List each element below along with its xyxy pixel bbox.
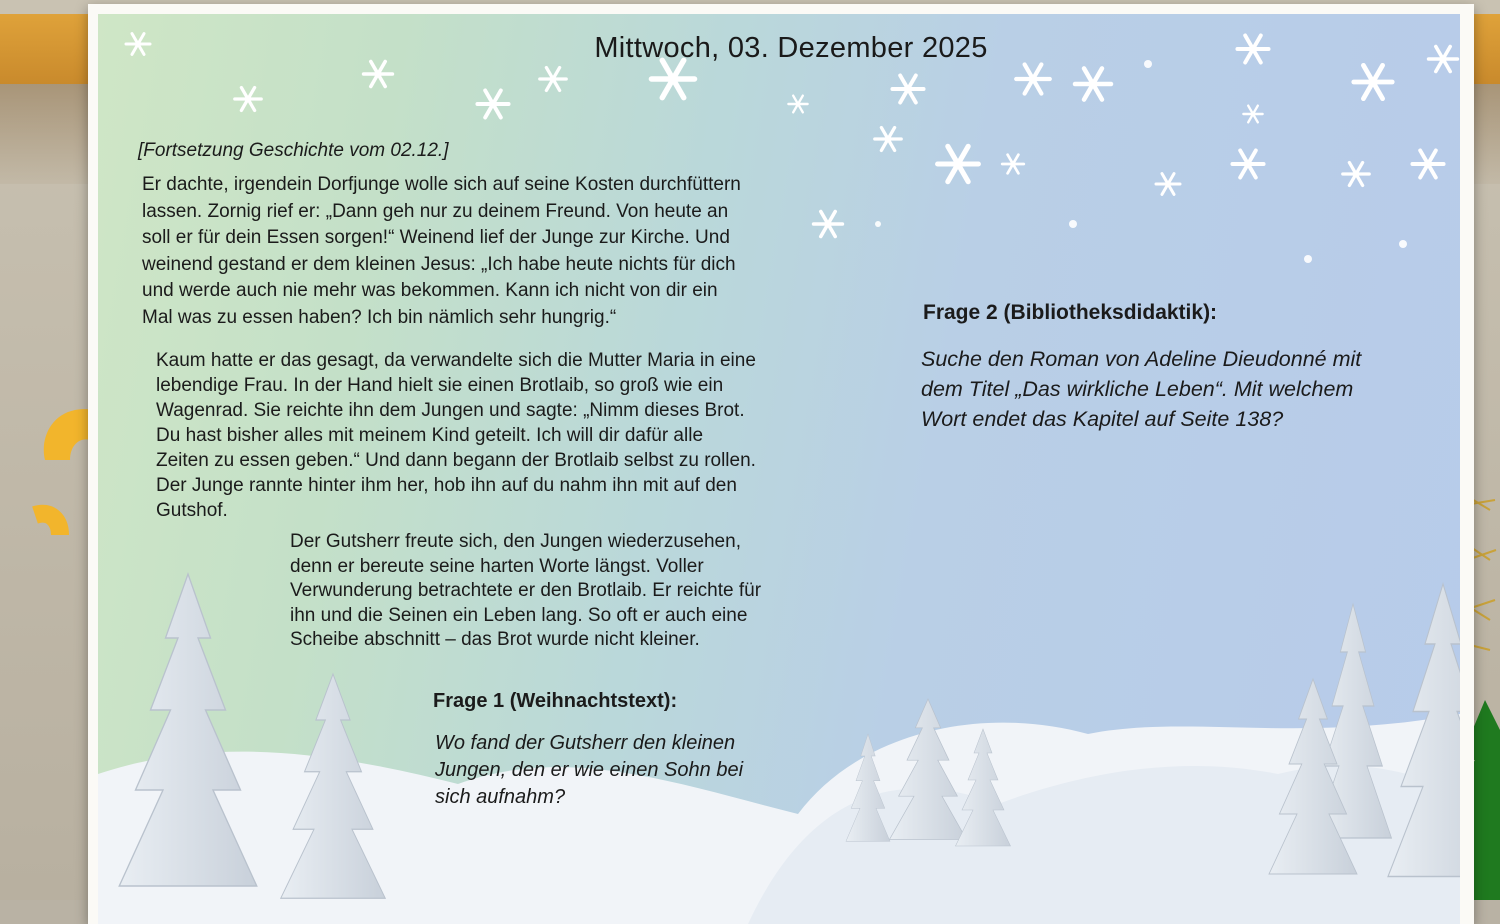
story-paragraph-1 (142, 172, 802, 331)
story-paragraph-2 (156, 348, 816, 523)
text-line: dem Titel „Das wirkliche Leben“. Mit welchem (921, 377, 1354, 401)
text-line: Suche den Roman von Adeline Dieudonné mit (921, 347, 1362, 371)
question-1-title: Frage 1 (Weihnachtstext): (433, 690, 678, 712)
text-line: soll er für dein Essen sorgen!“ Weinend lief der Junge zur Kirche. Und (142, 227, 730, 248)
text-line: Wagenrad. Sie reichte ihn dem Jungen und sagte: „Nimm dieses Brot. (156, 400, 745, 421)
text-line: ihn und die Seinen ein Leben lang. So oft er auch eine (290, 604, 748, 626)
story-continuation-label: [Fortsetzung Geschichte vom 02.12.] (138, 140, 449, 161)
text-line: Kaum hatte er das gesagt, da verwandelte sich die Mutter Maria in eine (156, 350, 756, 371)
text-line: und werde auch nie mehr was bekommen. Kann ich nicht von dir ein (142, 280, 718, 301)
text-line: lassen. Zornig rief er: „Dann geh nur zu deinem Freund. Von heute an (142, 200, 729, 222)
text-line: denn er bereute seine harten Worte längst. Voller (290, 555, 704, 577)
text-line: Jungen, den er wie einen Sohn bei (435, 759, 744, 781)
poster-date: Mittwoch, 03. Dezember 2025 (594, 32, 988, 64)
text-line: Verwunderung betrachtete er den Brotlaib. Er reichte für (290, 580, 762, 601)
text-line: Der Junge rannte hinter ihm her, hob ihn auf du nahm ihn mit auf den (156, 475, 737, 496)
story-paragraph-3 (290, 530, 790, 653)
question-2-title: Frage 2 (Bibliotheksdidaktik): (923, 301, 1218, 324)
text-line: Er dachte, irgendein Dorfjunge wolle sich auf seine Kosten durchfüttern (142, 174, 741, 195)
text-line: sich aufnahm? (435, 786, 566, 808)
question-1-text (435, 730, 795, 811)
text-line: Du hast bisher alles mit meinem Kind geteilt. Ich will dir dafür alle (156, 425, 704, 446)
text-line: Mal was zu essen haben? Ich bin nämlich sehr hungrig.“ (142, 306, 617, 328)
advent-calendar-poster (88, 4, 1474, 924)
text-line: Wort endet das Kapitel auf Seite 138? (921, 407, 1284, 431)
poster-background (98, 14, 1460, 924)
text-line: Gutshof. (156, 500, 228, 521)
text-line: lebendige Frau. In der Hand hielt sie einen Brotlaib, so groß wie ein (156, 375, 724, 396)
text-line: Scheibe abschnitt – das Brot wurde nicht kleiner. (290, 629, 700, 650)
text-line: Der Gutsherr freute sich, den Jungen wiederzusehen, (290, 531, 741, 552)
question-2-text (921, 344, 1441, 434)
text-line: weinend gestand er dem kleinen Jesus: „Ich habe heute nichts für dich (142, 253, 736, 275)
text-line: Zeiten zu essen geben.“ Und dann begann der Brotlaib selbst zu rollen. (156, 450, 756, 471)
text-line: Wo fand der Gutsherr den kleinen (435, 732, 736, 754)
